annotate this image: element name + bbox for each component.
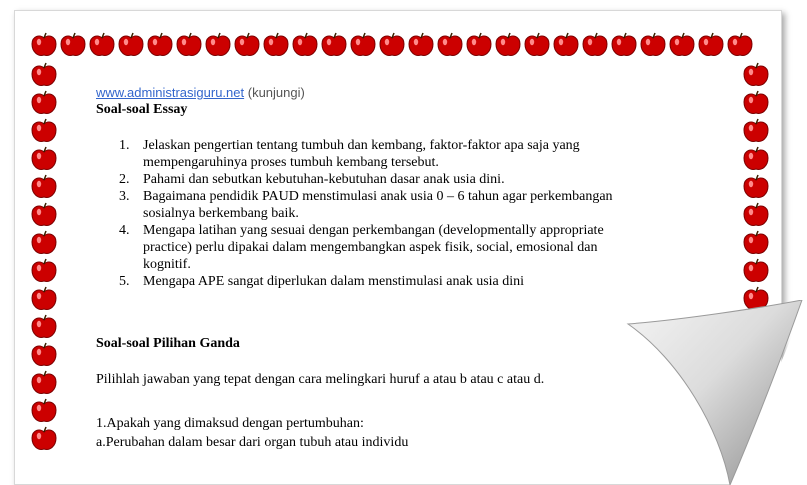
question-text: mempengaruhinya proses tumbuh kembang tersebut.	[143, 155, 439, 170]
essay-question	[96, 273, 683, 290]
essay-question	[96, 222, 683, 273]
essay-title: Soal-soal Essay	[96, 102, 188, 117]
question-text: Bagaimana pendidik PAUD menstimulasi anak usia 0 – 6 tahun agar perkembangan	[143, 189, 613, 204]
question-text: practice) perlu dipakai dalam mengembangkan aspek fisik, social, emosional dan	[143, 240, 598, 255]
question-text: kognitif.	[143, 257, 191, 272]
question-number: 5.	[119, 274, 130, 289]
question-number: 1.	[119, 138, 130, 153]
site-link-line	[96, 84, 696, 101]
multiple-choice-instruction: Pilihlah jawaban yang tepat dengan cara melingkari huruf a atau b atau c atau d.	[96, 372, 545, 387]
question-text: Mengapa latihan yang sesuai dengan perkembangan (developmentally appropriate	[143, 223, 604, 238]
question-number: 4.	[119, 223, 130, 238]
question-text: sosialnya berkembang baik.	[143, 206, 299, 221]
essay-question	[96, 137, 683, 171]
question-text: Jelaskan pengertian tentang tumbuh dan kembang, faktor-faktor apa saja yang	[143, 138, 580, 153]
site-link[interactable]: www.administrasiguru.net	[96, 85, 245, 100]
multiple-choice-title: Soal-soal Pilihan Ganda	[96, 336, 240, 351]
question-text: Pahami dan sebutkan kebutuhan-kebutuhan dasar anak usia dini.	[143, 172, 505, 187]
multiple-choice-question: 1.Apakah yang dimaksud dengan pertumbuhan:	[96, 416, 364, 431]
essay-question	[96, 171, 683, 188]
essay-questions	[96, 137, 696, 290]
question-number: 3.	[119, 189, 130, 204]
multiple-choice-option: a.Perubahan dalam besar dari organ tubuh atau individu	[96, 435, 409, 450]
site-link-note: (kunjungi)	[247, 85, 305, 100]
question-number: 2.	[119, 172, 130, 187]
document-body	[96, 84, 696, 451]
essay-question	[96, 188, 683, 222]
question-text: Mengapa APE sangat diperlukan dalam menstimulasi anak usia dini	[143, 274, 525, 289]
